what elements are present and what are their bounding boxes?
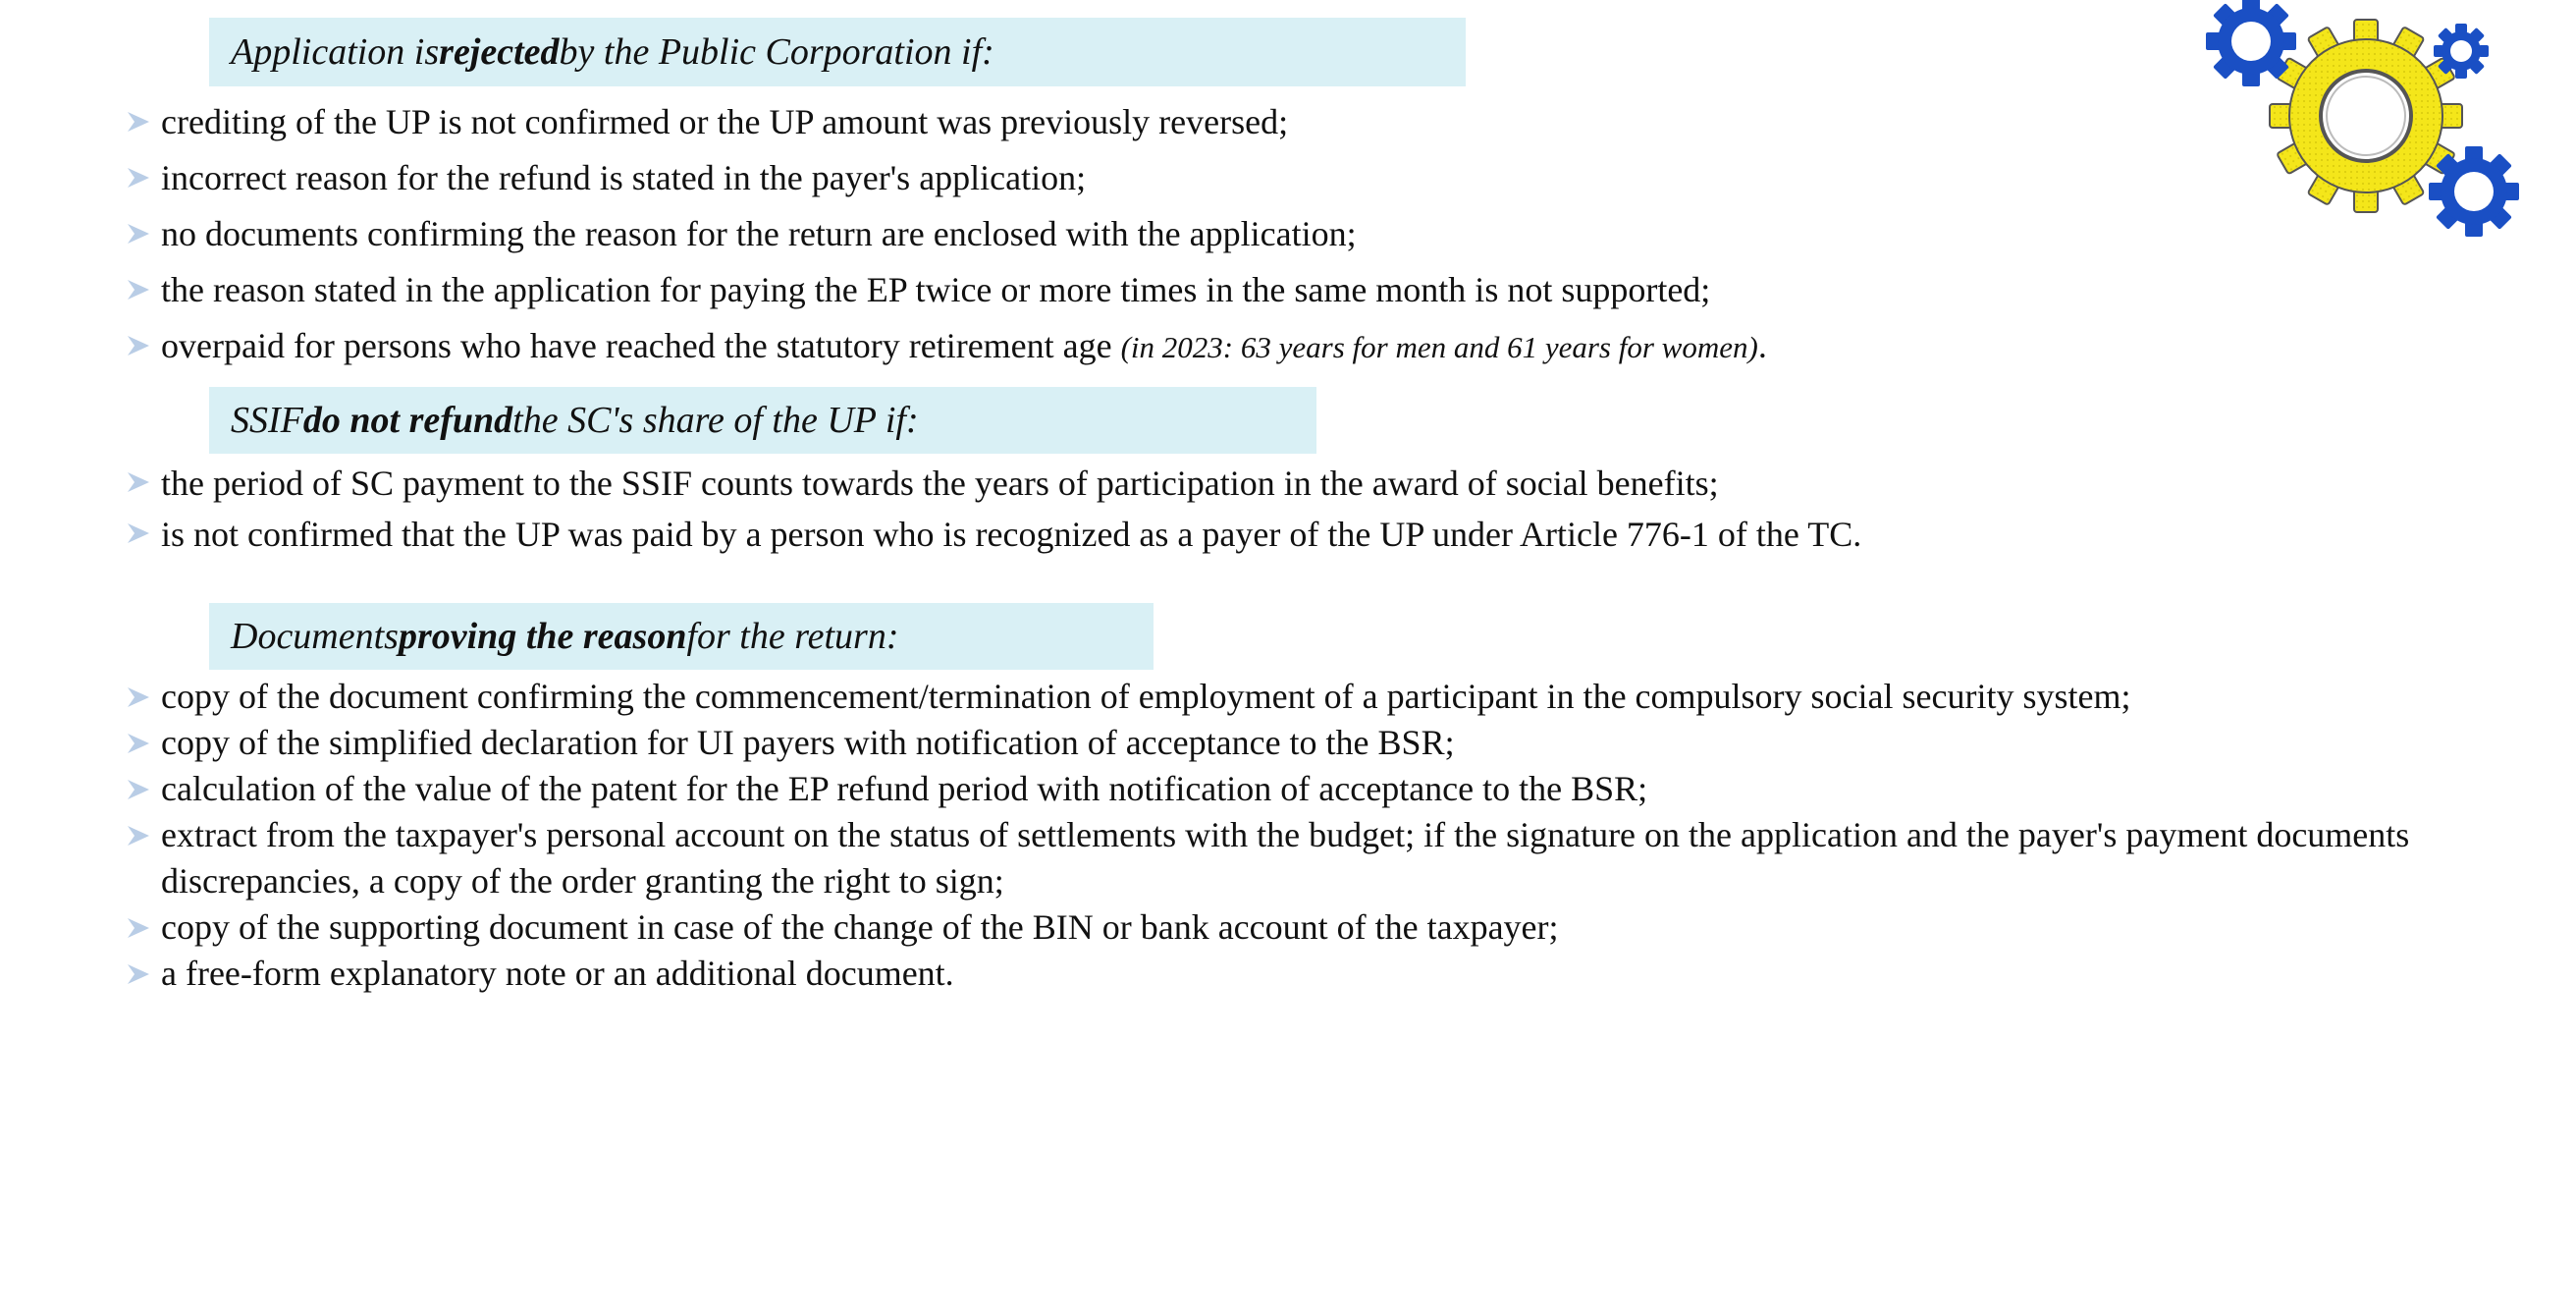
item-text: the reason stated in the application for paying the EP twice or more times in the same month is not supported; (161, 270, 1711, 309)
list-item (126, 509, 1861, 560)
item-text: crediting of the UP is not confirmed or the UP amount was previously reversed; (161, 102, 1289, 141)
header-text-pre: Application is (231, 31, 440, 73)
item-text: overpaid for persons who have reached the statutory retirement age (161, 326, 1121, 365)
list-item (126, 94, 1767, 150)
list-item (126, 262, 1767, 318)
arrow-bullet-icon (126, 334, 151, 357)
item-note: (in 2023: 63 years for men and 61 years for women) (1120, 330, 1758, 364)
item-text: no documents confirming the reason for the return are enclosed with the application; (161, 214, 1357, 253)
arrow-bullet-icon (126, 778, 151, 801)
section-header-rejected (209, 18, 1466, 86)
item-text: is not confirmed that the UP was paid by a person who is recognized as a payer of the UP under Article 776-1 of the TC. (161, 515, 1862, 554)
header-text-bold: proving the reason (398, 616, 687, 657)
item-text: the period of SC payment to the SSIF counts towards the years of participation in the award of social benefits; (161, 464, 1719, 503)
list-item (126, 951, 2478, 997)
item-text: copy of the supporting document in case of the change of the BIN or bank account of the taxpayer; (161, 907, 1559, 947)
item-text: a free-form explanatory note or an additional document. (161, 954, 954, 993)
header-text-pre: Documents (231, 616, 399, 657)
list-item (126, 318, 1767, 375)
list-item (126, 674, 2478, 720)
item-end: . (1757, 326, 1767, 365)
header-text-post: for the return: (686, 616, 899, 657)
arrow-bullet-icon (126, 470, 151, 494)
section-header-documents (209, 603, 1154, 670)
rejection-reasons-list (126, 94, 1767, 375)
arrow-bullet-icon (126, 732, 151, 755)
item-text: copy of the document confirming the commencement/termination of employment of a participant in the compulsory social security system; (161, 677, 2131, 716)
section-header-no-refund (209, 387, 1316, 454)
header-text-bold: do not refund (302, 400, 513, 441)
list-item (126, 206, 1767, 262)
arrow-bullet-icon (126, 166, 151, 190)
item-text: extract from the taxpayer's personal account on the status of settlements with the budget; if the signature on the application and the payer's payment documents discrepancies, a copy of the order granting the right to sign; (161, 815, 2410, 901)
header-text-post: the SC's share of the UP if: (512, 400, 919, 441)
item-text: copy of the simplified declaration for UI payers with notification of acceptance to the BSR; (161, 723, 1455, 762)
header-text-pre: SSIF (231, 400, 303, 441)
arrow-bullet-icon (126, 521, 151, 545)
arrow-bullet-icon (126, 685, 151, 709)
list-item (126, 766, 2478, 812)
list-item (126, 720, 2478, 766)
arrow-bullet-icon (126, 962, 151, 986)
documents-list (126, 674, 2478, 997)
arrow-bullet-icon (126, 916, 151, 940)
arrow-bullet-icon (126, 222, 151, 246)
item-text: calculation of the value of the patent for the EP refund period with notification of acceptance to the BSR; (161, 769, 1648, 808)
list-item (126, 812, 2478, 904)
header-text-post: by the Public Corporation if: (559, 31, 994, 73)
header-text-bold: rejected (439, 31, 560, 73)
list-item (126, 458, 1861, 509)
no-refund-reasons-list (126, 458, 1861, 560)
arrow-bullet-icon (126, 110, 151, 134)
list-item (126, 904, 2478, 951)
arrow-bullet-icon (126, 278, 151, 301)
list-item (126, 150, 1767, 206)
gears-icon (2204, 0, 2538, 246)
item-text: incorrect reason for the refund is stated in the payer's application; (161, 158, 1087, 197)
arrow-bullet-icon (126, 824, 151, 848)
